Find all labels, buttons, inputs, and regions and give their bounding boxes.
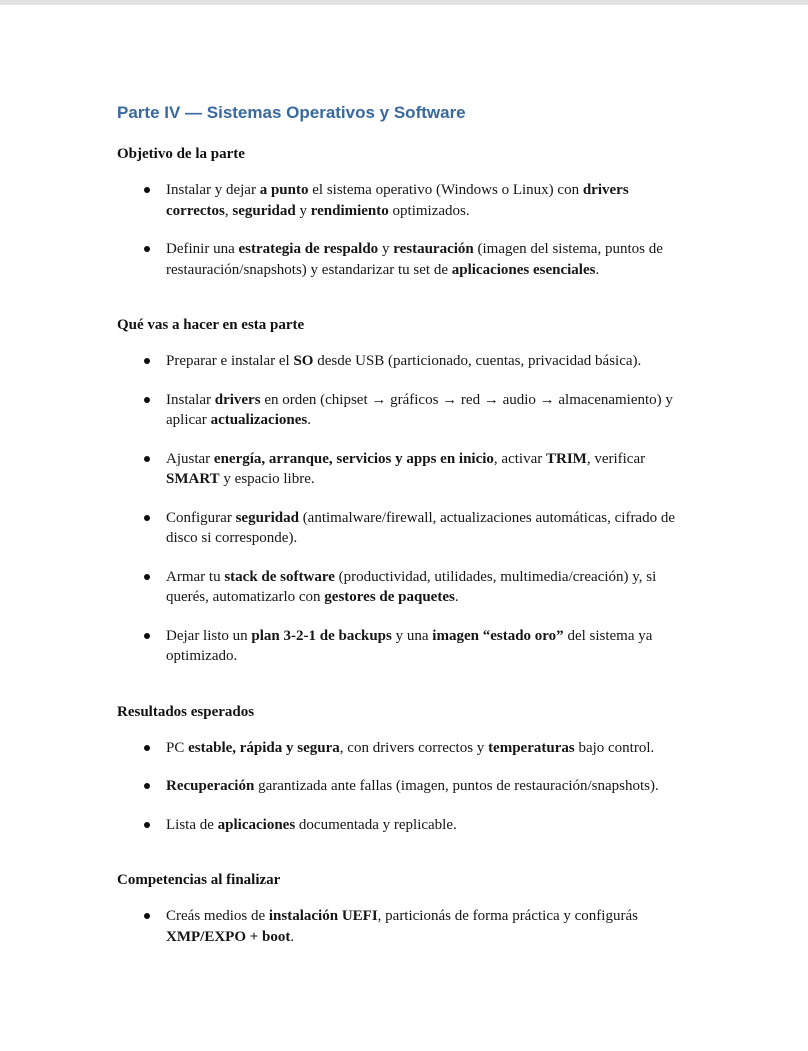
bullet-icon (144, 358, 150, 364)
text-run-bold: Recuperación (166, 778, 255, 794)
text-run: . (454, 589, 459, 605)
text-run-bold: estable, rápida y segura (188, 739, 340, 756)
bullet-text (166, 451, 645, 488)
bullet-text (166, 392, 673, 429)
text-run: (imagen del sistema, puntos de restauración/snapshots) y estandarizar tu set de (166, 241, 663, 278)
section-objetivo-de-la-parte (117, 145, 691, 280)
text-run-bold: drivers correctos (166, 182, 629, 219)
text-run-bold: XMP/EXPO + boot (166, 928, 291, 945)
text-run-bold: SO (293, 353, 314, 369)
section-que-vas-a-hacer-en-esta-parte (117, 316, 691, 667)
text-run: . (307, 412, 311, 428)
text-run: (productividad, utilidades, multimedia/creación) y, si querés, automatizarlo con (166, 568, 657, 605)
text-run-bold: TRIM (545, 450, 587, 467)
text-run-bold: estrategia de respaldo (238, 241, 379, 257)
text-run: desde USB (particionado, cuentas, privacidad básica). (313, 353, 642, 369)
bullet-icon (144, 456, 150, 462)
text-run: Creás medios de (166, 908, 269, 924)
text-run: optimizados. (388, 202, 470, 219)
bullet-text (166, 908, 638, 945)
text-run: y espacio libre. (219, 471, 315, 487)
text-run-bold: instalación UEFI (268, 908, 378, 924)
text-run: , activar (493, 450, 546, 467)
bullet-icon (144, 745, 150, 751)
bullet-item (117, 776, 691, 797)
text-run: y (295, 202, 311, 219)
bullet-item (117, 449, 691, 490)
bullet-item (117, 567, 691, 608)
text-run-bold: imagen “estado oro” (432, 627, 564, 644)
text-run: PC (166, 739, 189, 756)
text-run: Instalar y dejar (166, 182, 260, 198)
bullet-list (117, 738, 691, 836)
text-run: Instalar (166, 391, 215, 408)
text-run: Definir una (166, 241, 239, 257)
bullet-item (117, 508, 691, 549)
text-run-bold: temperaturas (488, 739, 575, 756)
bullet-item (117, 239, 691, 280)
document-page (0, 5, 808, 987)
text-run: el sistema operativo (Windows o Linux) con (308, 182, 583, 198)
text-run: Dejar listo un (166, 627, 252, 644)
text-run: , con drivers correctos y (339, 739, 489, 756)
bullet-text (166, 817, 457, 833)
bullet-item (117, 180, 691, 221)
section-heading: Qué vas a hacer en esta parte (117, 317, 305, 333)
bullet-list (117, 351, 691, 667)
text-run-bold: energía, arranque, servicios y apps en inicio (213, 450, 494, 467)
bullet-text (166, 778, 659, 794)
text-run: documentada y replicable. (295, 816, 457, 833)
text-run: , particionás de forma práctica y configurás (377, 908, 638, 924)
bullet-item (117, 626, 691, 667)
text-run: , (224, 202, 233, 219)
text-run-bold: gestores de paquetes (324, 589, 455, 605)
text-run: en orden (chipset → gráficos → red → audio → almacenamiento) y aplicar (166, 391, 673, 428)
bullet-icon (144, 574, 150, 580)
bullet-list (117, 180, 691, 280)
document-title: Parte IV — Sistemas Operativos y Software (117, 103, 466, 122)
text-run: y (378, 241, 394, 257)
text-run: Lista de (166, 816, 218, 833)
section-heading: Objetivo de la parte (117, 146, 245, 162)
text-run-bold: plan 3-2-1 de backups (251, 627, 392, 644)
text-run: bajo control. (574, 739, 655, 756)
sections-container (117, 145, 691, 947)
bullet-item (117, 738, 691, 759)
text-run-bold: restauración (393, 241, 474, 257)
text-run-bold: aplicaciones (217, 816, 296, 833)
text-run-bold: SMART (166, 471, 220, 487)
section-heading: Resultados esperados (117, 703, 255, 720)
section-competencias-al-finalizar (117, 871, 691, 947)
bullet-list (117, 906, 691, 947)
bullet-item (117, 906, 691, 947)
text-run: (antimalware/firewall, actualizaciones automáticas, cifrado de disco si corresponde). (166, 509, 675, 546)
text-run-bold: seguridad (232, 202, 296, 219)
bullet-icon (144, 187, 150, 193)
text-run: y una (391, 627, 433, 644)
bullet-text (166, 628, 652, 665)
text-run-bold: drivers (214, 391, 261, 408)
text-run: Armar tu (166, 568, 225, 585)
text-run-bold: aplicaciones esenciales (451, 261, 596, 278)
bullet-icon (144, 515, 150, 521)
bullet-icon (144, 783, 150, 789)
text-run: Configurar (166, 509, 236, 526)
section-resultados-esperados (117, 703, 691, 836)
text-run: del sistema ya optimizado. (166, 627, 653, 664)
bullet-icon (144, 913, 150, 919)
text-run-bold: stack de software (224, 568, 335, 585)
bullet-item (117, 390, 691, 431)
bullet-icon (144, 822, 150, 828)
text-run: Preparar e instalar el (166, 353, 294, 369)
text-run-bold: a punto (259, 182, 309, 198)
bullet-text (166, 569, 656, 606)
section-heading: Competencias al finalizar (117, 872, 281, 888)
bullet-icon (144, 397, 150, 403)
text-run: , verificar (586, 450, 646, 467)
text-run: garantizada ante fallas (imagen, puntos de restauración/snapshots). (254, 778, 659, 794)
bullet-text (166, 353, 641, 369)
bullet-item (117, 351, 691, 372)
bullet-text (166, 241, 663, 278)
text-run: . (595, 261, 600, 278)
text-run: . (290, 928, 295, 945)
text-run-bold: seguridad (235, 509, 299, 526)
bullet-text (166, 182, 629, 219)
bullet-item (117, 815, 691, 836)
bullet-text (166, 740, 654, 756)
bullet-icon (144, 633, 150, 639)
bullet-icon (144, 246, 150, 252)
text-run-bold: actualizaciones (210, 412, 308, 428)
bullet-text (166, 510, 675, 547)
text-run-bold: rendimiento (310, 202, 389, 219)
text-run: Ajustar (166, 450, 214, 467)
